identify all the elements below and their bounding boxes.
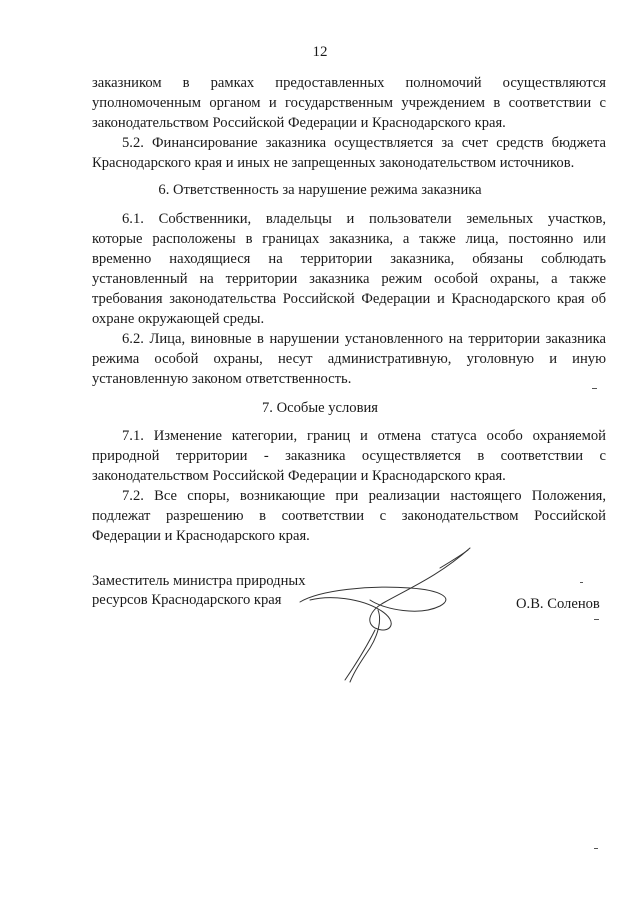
signatory-position (92, 572, 306, 610)
paragraph-line: установленный на территории заказника режим особой охраны, а также (92, 271, 606, 287)
scan-speck (580, 582, 583, 583)
signatory-name: О.В. Соленов (516, 596, 600, 612)
signatory-position-line: Заместитель министра природных (92, 573, 306, 589)
paragraph-line: охране окружающей среды. (92, 311, 265, 327)
paragraph-line: Краснодарского края и иных не запрещенных законодательством источников. (92, 155, 575, 171)
scan-speck (594, 848, 598, 849)
paragraph-line: требования законодательства Российской Федерации и Краснодарского края об (92, 291, 606, 307)
scan-speck (594, 619, 599, 620)
paragraph-line: заказником в рамках предоставленных полномочий осуществляются (92, 75, 606, 91)
handwritten-signature (290, 540, 490, 690)
paragraph-line: 7.1. Изменение категории, границ и отмена статуса особо охраняемой (122, 428, 606, 444)
paragraph-line: подлежат разрешению в соответствии с законодательством Российской (92, 508, 606, 524)
paragraph-line: уполномоченным органом и государственным учреждением в соответствии с (92, 95, 606, 111)
signatory-position-line: ресурсов Краснодарского края (92, 592, 282, 608)
paragraph-line: 7.2. Все споры, возникающие при реализации настоящего Положения, (122, 488, 606, 504)
paragraph-line: 5.2. Финансирование заказника осуществляется за счет средств бюджета (122, 135, 606, 151)
section-heading: 6. Ответственность за нарушение режима заказника (158, 182, 482, 198)
paragraph-line: установленную законом ответственность. (92, 371, 352, 387)
paragraph-line: законодательством Российской Федерации и Краснодарского края. (92, 115, 506, 131)
paragraph-line: которые расположены в границах заказника, а также лица, постоянно или (92, 231, 606, 247)
paragraph-line: законодательством Российской Федерации и Краснодарского края. (92, 468, 506, 484)
scan-speck (592, 388, 597, 389)
paragraph-line: режима особой охраны, несут административную, уголовную и иную (92, 351, 606, 367)
page-number: 12 (312, 44, 328, 60)
paragraph-line: 6.1. Собственники, владельцы и пользователи земельных участков, (122, 211, 606, 227)
paragraph-line: 6.2. Лица, виновные в нарушении установленного на территории заказника (122, 331, 606, 347)
paragraph-line: временно находящиеся на территории заказника, обязаны соблюдать (92, 251, 606, 267)
paragraph-line: природной территории - заказника осуществляется в соответствии с (92, 448, 606, 464)
paragraph-line: Федерации и Краснодарского края. (92, 528, 310, 544)
section-heading: 7. Особые условия (261, 400, 379, 416)
